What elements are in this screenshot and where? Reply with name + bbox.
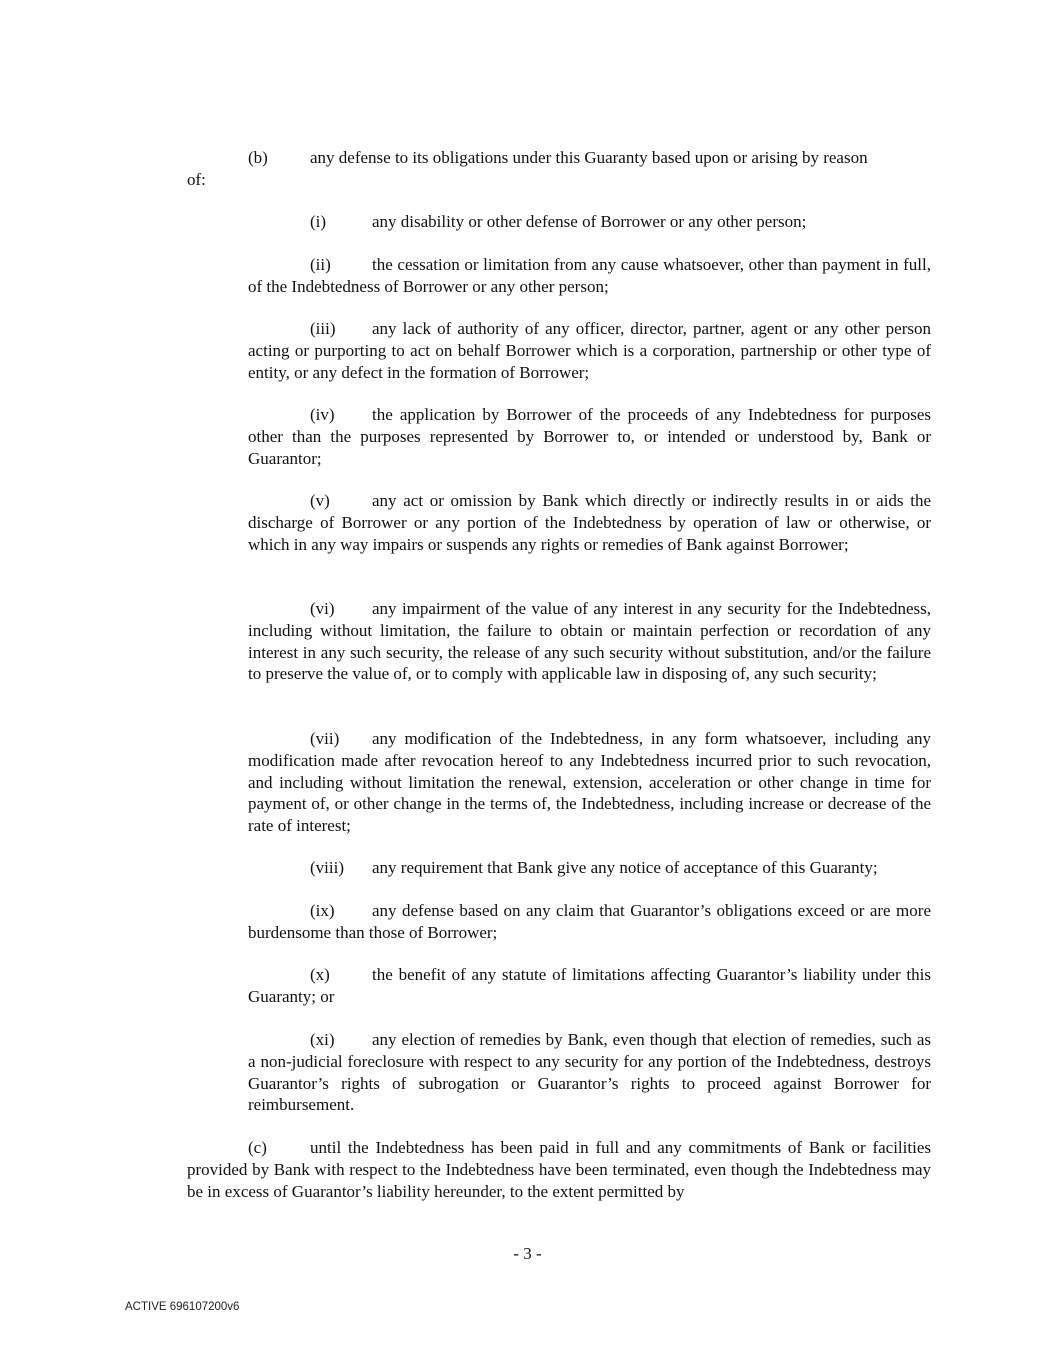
subclause-text: any modification of the Indebtedness, in any form whatsoever, including any modification made after revocation hereof to any Indebtedness incurred prior to such revocation, and including without limitation the renewal, extension, acceleration or other change in time for payment of, or other change in the terms of, the Indebtedness, including increase or decrease of the rate of interest;	[248, 729, 931, 836]
subclause-vi	[248, 598, 931, 685]
clause-b-continuation: of:	[187, 170, 206, 189]
subclause-v	[248, 490, 931, 555]
subclause-x	[248, 964, 931, 1008]
subclause-text: any lack of authority of any officer, director, partner, agent or any other person acting or purporting to act on behalf Borrower which is a corporation, partnership or other type of entity, or any defect in the formation of Borrower;	[248, 319, 931, 382]
subclause-text: any act or omission by Bank which directly or indirectly results in or aids the discharge of Borrower or any portion of the Indebtedness by operation of law or otherwise, or which in any way impairs or suspends any rights or remedies of Bank against Borrower;	[248, 491, 931, 554]
document-id: ACTIVE 696107200v6	[125, 1301, 240, 1313]
subclause-iv	[248, 404, 931, 469]
clause-label: (b)	[248, 148, 268, 167]
subclause-text: any election of remedies by Bank, even though that election of remedies, such as a non-judicial foreclosure with respect to any security for any portion of the Indebtedness, destroys Guarantor’s rights of subrogation or Guarantor’s rights to proceed against Borrower for reimbursement.	[248, 1030, 931, 1115]
clause-label: (c)	[248, 1138, 267, 1157]
subclause-vii	[248, 728, 931, 837]
subclause-text: the cessation or limitation from any cause whatsoever, other than payment in full, of the Indebtedness of Borrower or any other person;	[248, 255, 931, 296]
subclause-label: (ix)	[310, 901, 335, 920]
subclause-text: any defense based on any claim that Guarantor’s obligations exceed or are more burdensome than those of Borrower;	[248, 901, 931, 942]
subclause-text: any disability or other defense of Borrower or any other person;	[372, 212, 807, 231]
subclause-label: (i)	[310, 212, 327, 231]
subclause-label: (iii)	[310, 319, 336, 338]
clause-b-first-line	[248, 147, 931, 169]
subclause-text: the benefit of any statute of limitations affecting Guarantor’s liability under this Guaranty; or	[248, 965, 931, 1006]
subclause-iii	[248, 318, 931, 383]
clause-text: until the Indebtedness has been paid in full and any commitments of Bank or facilities provided by Bank with respect to the Indebtedness have been terminated, even though the Indebtedness may be in excess of Guarantor’s liability hereunder, to the extent permitted by	[187, 1138, 931, 1201]
subclause-ii	[248, 254, 931, 298]
clause-text: any defense to its obligations under this Guaranty based upon or arising by reason	[310, 148, 868, 167]
subclause-xi	[248, 1029, 931, 1116]
subclause-label: (xi)	[310, 1030, 335, 1049]
subclause-label: (x)	[310, 965, 330, 984]
subclause-label: (v)	[310, 491, 330, 510]
subclause-viii	[248, 857, 931, 879]
subclause-text: the application by Borrower of the proceeds of any Indebtedness for purposes other than the purposes represented by Borrower to, or intended or understood by, Bank or Guarantor;	[248, 405, 931, 468]
subclause-label: (ii)	[310, 255, 331, 274]
subclause-label: (viii)	[310, 858, 344, 877]
subclause-label: (iv)	[310, 405, 335, 424]
clause-c	[187, 1137, 931, 1202]
subclause-text: any impairment of the value of any interest in any security for the Indebtedness, including without limitation, the failure to obtain or maintain perfection or recordation of any interest in any such security, the release of any such security without substitution, and/or the failure to preserve the value of, or to comply with applicable law in disposing of, any such security;	[248, 599, 931, 684]
subclause-text: any requirement that Bank give any notice of acceptance of this Guaranty;	[372, 858, 878, 877]
subclause-i	[248, 211, 931, 233]
subclause-ix	[248, 900, 931, 944]
subclause-label: (vi)	[310, 599, 335, 618]
page-number: - 3 -	[513, 1244, 542, 1263]
subclause-label: (vii)	[310, 729, 340, 748]
